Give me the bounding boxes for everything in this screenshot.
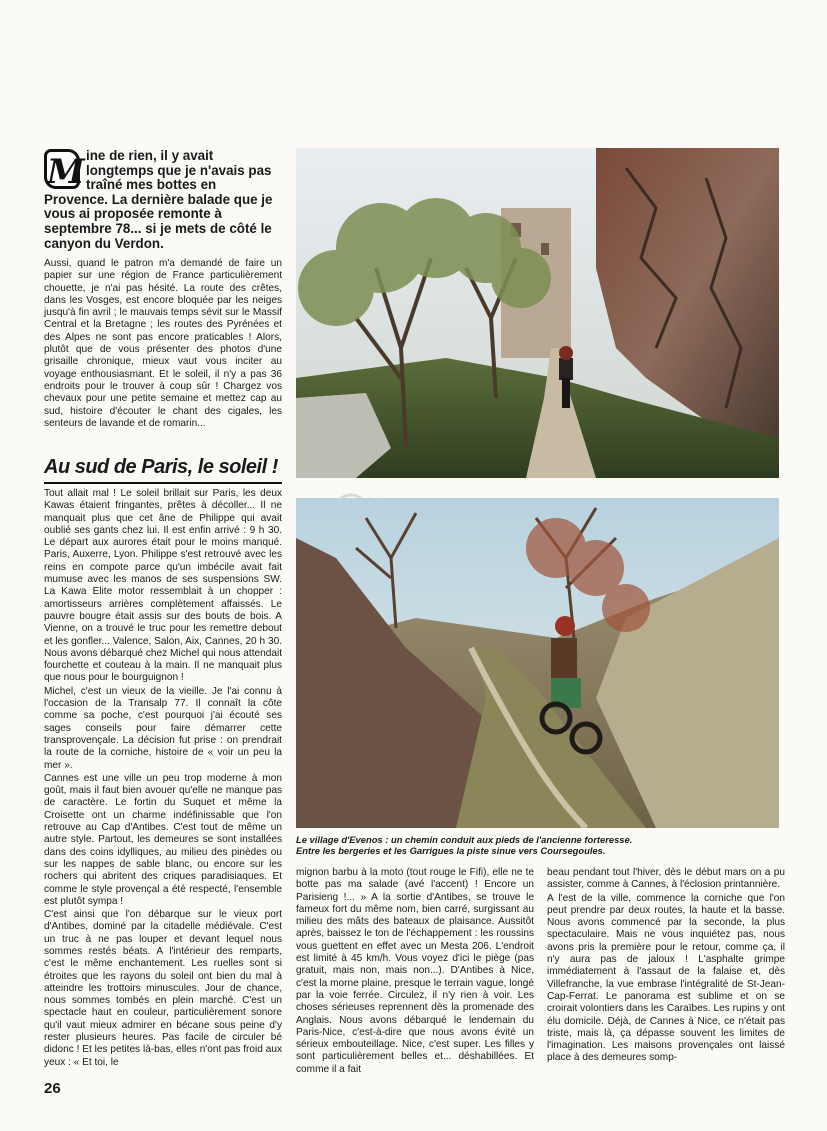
column-1-bottom (44, 488, 282, 1070)
caption-line-1: Le village d'Evenos : un chemin conduit aux pieds de l'ancienne forteresse. (296, 834, 633, 845)
paragraph: Michel, c'est un vieux de la vieille. Je l'ai connu à l'occasion de la Transalp 77. Il connaît la côte comme sa poche, c'est pourquoi j'ai écouté ses sages conseils pour faire démarrer cette transprovençale. La décision fut prise : on prendrait la route de la corniche, histoire de « voir un peu la mer ». (44, 685, 282, 771)
column-2 (296, 867, 534, 1077)
page-number: 26 (44, 1080, 61, 1097)
photo-caption (296, 834, 776, 857)
column-3 (547, 867, 785, 1066)
drop-cap: M (44, 149, 80, 189)
column-1-top (44, 258, 282, 431)
paragraph: A l'est de la ville, commence la corniche que l'on peut prendre par deux routes, la haute et la basse. Nous avons commencé par la seconde, la plus spectaculaire. Mais ne vous inquiétez pas, nous avons pris la première pour le retour, comme ça, il n'y aura pas de jaloux ! L'asphalte grimpe immédiatement à l'assaut de la falaise et, dès Villefranche, la vue embrase l'intégralité de St-Jean-Cap-Ferrat. Le panorama est sublime et on se croirait volontiers dans les Caraïbes. Les rupins y ont élu domicile. Déjà, de Cannes à Nice, ce n'était pas triste, mais là, ça dépasse souvent les limites de l'imagination. Les maisons provençales ont laissé place à des demeures somp- (547, 892, 785, 1064)
paragraph: Cannes est une ville un peu trop moderne à mon goût, mais il faut bien avouer qu'elle ne manque pas de caractère. Le fortin du Suquet et même la Croisette ont un charme indéfinissable que l'on retrouve au Cap d'Antibes. C'est tout de même un autre style. Partout, les demeures se sont installées dans des coins idylliques, au milieu des pinèdes ou sur les nappes de sable blanc, ou encore sur les rochers qui abritent des criques paradisiaques. Et comme le style provençal a été respecté, l'ensemble est plutôt sympa ! (44, 772, 282, 907)
paragraph: beau pendant tout l'hiver, dès le début mars on a pu assister, comme à Cannes, à l'éclosion printannière. (547, 867, 785, 891)
paragraph: C'est ainsi que l'on débarque sur le vieux port d'Antibes, dominé par la citadelle médiévale. C'est un truc à ne pas louper et devant lequel nous sommes restés béats. A l'intérieur des remparts, c'est le même enchantement. Les ruelles sont si étroites que les rayons du soleil ont bien du mal à atteindre les trottoirs minuscules. Jour de chance, nous sommes tombés en plein marché. C'est un spectacle haut en couleur, particulièrement sonore qu'il vaut mieux admirer en bécane sous peine d'y rester plusieurs heures. Pas facile de circuler bé didonc ! Et les petites là-bas, elles n'ont pas froid aux yeux : « Et toi, le (44, 909, 282, 1068)
photo-garrigues-track (296, 498, 779, 828)
intro-lead (44, 149, 282, 251)
paragraph: Aussi, quand le patron m'a demandé de faire un papier sur une région de France particulièrement chouette, je n'ai pas hésité. La route des crêtes, dans les Vosges, est encore bloquée par les neiges jusqu'à fin avril ; le mauvais temps sévit sur le Massif Central et la Bretagne ; les routes des Pyrénées et des Alpes ne sont pas encore praticables ! Alors, plutôt que de vous présenter des photos d'une grisaille chronique, mieux vaut vous inciter au voyage enthousiasmant. Et le soleil, il n'y a pas 36 endroits pour le trouver à coup sûr ! Chargez vos chevaux pour une petite semaine et mettez cap au sud, histoire d'écouter le chant des cigales, les senteurs de lavande et de romarin... (44, 258, 282, 429)
caption-line-2: Entre les bergeries et les Garrigues la piste sinue vers Coursegoules. (296, 845, 606, 857)
paragraph: Tout allait mal ! Le soleil brillait sur Paris, les deux Kawas étaient fringantes, prêtes à décoller... Il ne manquait plus que cet âne de Philippe qui avait oublié ses gants chez lui. Il est enfin arrivé : 9 h 30. Le départ aux aurores était pour le moins manqué. Paris, Auxerre, Lyon. Philippe s'est retrouvé avec les reins en compote parce qu'un imbécile avait fait mumuse avec les manos de ses suspensions SW. La Kawa Elite motor ressemblait à un chopper : amortisseurs arrières complètement affaissés. Le pauvre bougre était assis sur des bouts de bois. A Vienne, on a trouvé le truc pour les remettre debout et les gonfler... Valence, Salon, Aix, Cannes, 20 h 30. Nous avons débarqué chez Michel qui nous attendait fourchette et couteau à la main. Il ne manquait plus que nous pour le bourguignon ! (44, 488, 282, 684)
paragraph: mignon barbu à la moto (tout rouge le Fifi), elle ne te botte pas ma salade (avé l'accent) ! Encore un Parisieng !... » A la sortie d'Antibes, se trouve le fameux fort du même nom, bien carré, surgissant au milieu des mâts des bateaux de plaisance. Aussitôt après, baissez le ton de l'échappement : les roussins vous guettent en effet avec un Mesta 206. L'endroit est limité à 45 km/h. Vous voyez d'ici le piège (pas gratuit, mais non, mais non...). D'Antibes à Nice, c'est la morne plaine, presque le terrain vague, longé par la voie ferrée. Circulez, il n'y rien à voir. Les choses sérieuses reprennent dès la promenade des Anglais. Nous avons débarqué le lendemain du Paris-Nice, c'est-à-dire que nous avons évité un sérieux embouteillage. Nice, c'est super. Les filles y sont particulièrement belles et... déshabillées. Et comme il a fait (296, 867, 534, 1075)
photo-village-evenos (296, 148, 779, 478)
intro-text: ine de rien, il y avait longtemps que je n'avais pas traîné mes bottes en Provence. La dernière balade que je vous ai proposée remonte à septembre 78... si je mets de côté le canyon du Verdon. (44, 148, 273, 251)
section-heading: Au sud de Paris, le soleil ! (44, 455, 282, 484)
